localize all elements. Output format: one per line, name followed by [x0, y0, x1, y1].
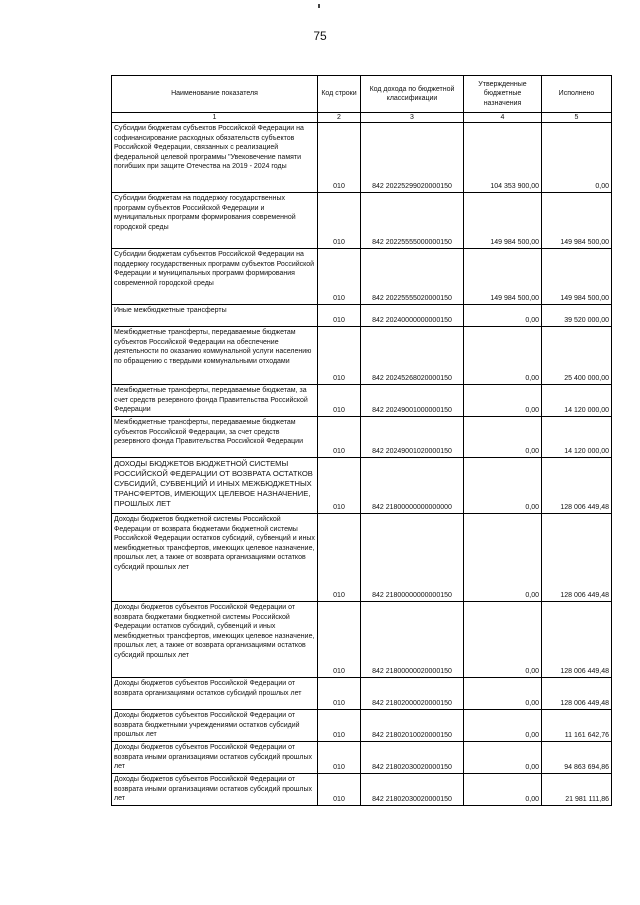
row-name: Межбюджетные трансферты, передаваемые бюджетам субъектов Российской Федерации на обеспечение деятельности по оказанию коммунальной услуги населению по обращению с твердыми коммунальными отходами — [112, 327, 318, 385]
budget-income-table — [111, 75, 612, 806]
row-income-code: 842 20249001000000150 — [361, 385, 464, 417]
row-approved: 0,00 — [464, 305, 542, 327]
row-line-code: 010 — [318, 385, 361, 417]
row-executed: 21 981 111,86 — [542, 774, 612, 806]
row-income-code: 842 21802030020000150 — [361, 774, 464, 806]
table-row — [112, 514, 612, 602]
row-line-code: 010 — [318, 417, 361, 458]
row-income-code: 842 20240000000000150 — [361, 305, 464, 327]
row-name: ДОХОДЫ БЮДЖЕТОВ БЮДЖЕТНОЙ СИСТЕМЫ РОССИЙСКОЙ ФЕДЕРАЦИИ ОТ ВОЗВРАТА ОСТАТКОВ СУБСИДИЙ, СУБВЕНЦИЙ И ИНЫХ МЕЖБЮДЖЕТНЫХ ТРАНСФЕРТОВ, ИМЕЮЩИХ ЦЕЛЕВОЕ НАЗНАЧЕНИЕ, ПРОШЛЫХ ЛЕТ — [112, 458, 318, 514]
table-row — [112, 305, 612, 327]
header-income-code: Код дохода по бюджетной классификации — [361, 76, 464, 113]
row-approved: 0,00 — [464, 327, 542, 385]
table-row — [112, 249, 612, 305]
row-line-code: 010 — [318, 774, 361, 806]
row-income-code: 842 21800000000000150 — [361, 514, 464, 602]
row-approved: 104 353 900,00 — [464, 123, 542, 193]
table-row — [112, 710, 612, 742]
column-number: 5 — [542, 113, 612, 123]
row-line-code: 010 — [318, 602, 361, 678]
page-number: 75 — [313, 29, 327, 43]
row-approved: 0,00 — [464, 602, 542, 678]
row-executed: 25 400 000,00 — [542, 327, 612, 385]
row-executed: 14 120 000,00 — [542, 417, 612, 458]
table-row — [112, 458, 612, 514]
row-executed: 94 863 694,86 — [542, 742, 612, 774]
row-name: Доходы бюджетов субъектов Российской Федерации от возврата бюджетами бюджетной системы Российской Федерации остатков субсидий, субвенций и иных межбюджетных трансфертов, имеющих целевое назначение, прошлых лет, а также от возврата организациями остатков субсидий прошлых лет — [112, 602, 318, 678]
table-row — [112, 123, 612, 193]
table-row — [112, 602, 612, 678]
row-executed: 128 006 449,48 — [542, 514, 612, 602]
column-number: 3 — [361, 113, 464, 123]
row-name: Субсидии бюджетам субъектов Российской Федерации на софинансирование расходных обязательств субъектов Российской Федерации, связанных с реализацией федеральной целевой программы "Увековечение памяти погибших при защите Отечества на 2019 - 2024 годы — [112, 123, 318, 193]
row-approved: 149 984 500,00 — [464, 193, 542, 249]
row-income-code: 842 21802030020000150 — [361, 742, 464, 774]
header-line-code: Код строки — [318, 76, 361, 113]
column-number: 2 — [318, 113, 361, 123]
table-row — [112, 327, 612, 385]
row-executed: 128 006 449,48 — [542, 602, 612, 678]
column-number-row — [112, 113, 612, 123]
row-line-code: 010 — [318, 249, 361, 305]
row-income-code: 842 21802000020000150 — [361, 678, 464, 710]
row-income-code: 842 21802010020000150 — [361, 710, 464, 742]
row-approved: 0,00 — [464, 774, 542, 806]
row-executed: 149 984 500,00 — [542, 193, 612, 249]
row-name: Доходы бюджетов субъектов Российской Федерации от возврата организациями остатков субсидий прошлых лет — [112, 678, 318, 710]
row-name: Доходы бюджетов субъектов Российской Федерации от возврата бюджетными учреждениями остатков субсидий прошлых лет — [112, 710, 318, 742]
header-name: Наименование показателя — [112, 76, 318, 113]
row-approved: 0,00 — [464, 385, 542, 417]
row-line-code: 010 — [318, 305, 361, 327]
row-income-code: 842 20225299020000150 — [361, 123, 464, 193]
row-approved: 0,00 — [464, 458, 542, 514]
row-income-code: 842 20245268020000150 — [361, 327, 464, 385]
row-line-code: 010 — [318, 327, 361, 385]
row-approved: 0,00 — [464, 417, 542, 458]
column-number: 4 — [464, 113, 542, 123]
row-name: Доходы бюджетов бюджетной системы Российской Федерации от возврата бюджетами бюджетной системы Российской Федерации остатков субсидий, субвенций и иных межбюджетных трансфертов, имеющих целевое назначение, прошлых лет, а также от возврата организациями остатков субсидий прошлых лет — [112, 514, 318, 602]
table-row — [112, 193, 612, 249]
row-approved: 0,00 — [464, 678, 542, 710]
table-row — [112, 742, 612, 774]
row-executed: 0,00 — [542, 123, 612, 193]
row-approved: 0,00 — [464, 742, 542, 774]
row-income-code: 842 21800000020000150 — [361, 602, 464, 678]
row-name: Субсидии бюджетам на поддержку государственных программ субъектов Российской Федерации и муниципальных программ формирования современной городской среды — [112, 193, 318, 249]
row-line-code: 010 — [318, 678, 361, 710]
row-executed: 128 006 449,48 — [542, 458, 612, 514]
row-executed: 39 520 000,00 — [542, 305, 612, 327]
row-line-code: 010 — [318, 710, 361, 742]
row-approved: 149 984 500,00 — [464, 249, 542, 305]
row-executed: 149 984 500,00 — [542, 249, 612, 305]
row-executed: 128 006 449,48 — [542, 678, 612, 710]
row-executed: 14 120 000,00 — [542, 385, 612, 417]
row-approved: 0,00 — [464, 514, 542, 602]
row-name: Межбюджетные трансферты, передаваемые бюджетам субъектов Российской Федерации, за счет средств резервного фонда Правительства Российской Федерации — [112, 417, 318, 458]
row-income-code: 842 20249001020000150 — [361, 417, 464, 458]
column-number: 1 — [112, 113, 318, 123]
row-name: Субсидии бюджетам субъектов Российской Федерации на поддержку государственных программ субъектов Российской Федерации и муниципальных программ формирования современной городской среды — [112, 249, 318, 305]
table-row — [112, 774, 612, 806]
row-line-code: 010 — [318, 458, 361, 514]
row-name: Доходы бюджетов субъектов Российской Федерации от возврата иными организациями остатков субсидий прошлых лет — [112, 742, 318, 774]
row-name: Межбюджетные трансферты, передаваемые бюджетам, за счет средств резервного фонда Правительства Российской Федерации — [112, 385, 318, 417]
header-executed: Исполнено — [542, 76, 612, 113]
scan-speck — [318, 4, 320, 8]
row-name: Иные межбюджетные трансферты — [112, 305, 318, 327]
row-executed: 11 161 642,76 — [542, 710, 612, 742]
table-header-row — [112, 76, 612, 113]
header-approved: Утвержденные бюджетные назначения — [464, 76, 542, 113]
row-name: Доходы бюджетов субъектов Российской Федерации от возврата иными организациями остатков субсидий прошлых лет — [112, 774, 318, 806]
table-row — [112, 385, 612, 417]
row-line-code: 010 — [318, 123, 361, 193]
row-line-code: 010 — [318, 742, 361, 774]
row-line-code: 010 — [318, 193, 361, 249]
row-income-code: 842 21800000000000000 — [361, 458, 464, 514]
table-row — [112, 417, 612, 458]
row-income-code: 842 20225555000000150 — [361, 193, 464, 249]
row-line-code: 010 — [318, 514, 361, 602]
row-approved: 0,00 — [464, 710, 542, 742]
table-row — [112, 678, 612, 710]
row-income-code: 842 20225555020000150 — [361, 249, 464, 305]
